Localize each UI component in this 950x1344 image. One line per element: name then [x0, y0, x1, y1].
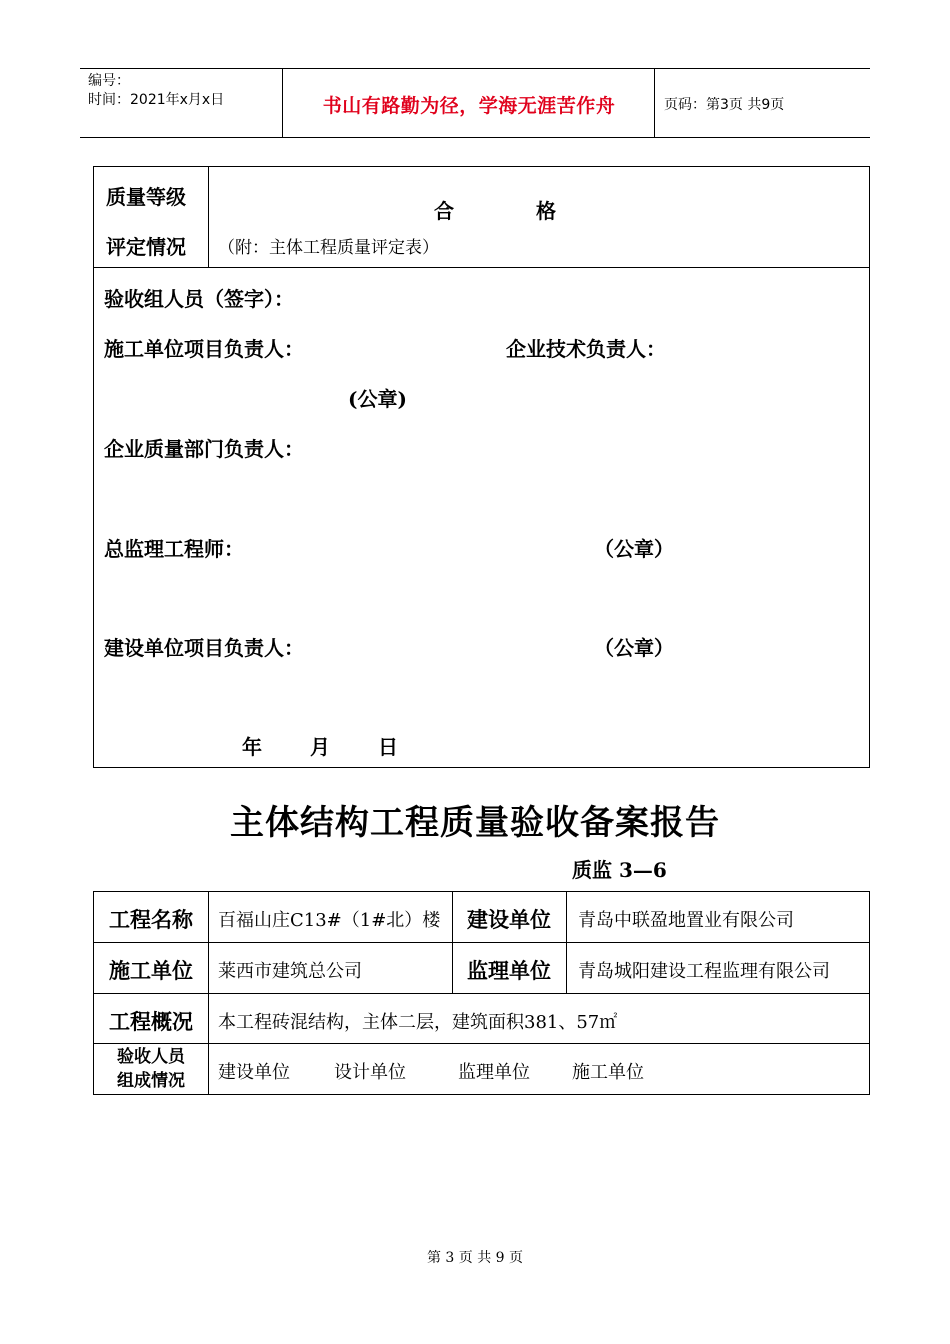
table-divider	[566, 892, 567, 993]
member-unit: 施工单位	[572, 1062, 644, 1083]
member-unit: 建设单位	[218, 1062, 290, 1083]
members-signature-label: 验收组人员（签字）：	[104, 287, 294, 311]
contractor-value: 莱西市建筑总公司	[218, 961, 362, 982]
date-year-label: 年	[242, 735, 262, 759]
document-number: 编号：	[88, 73, 130, 89]
builder-value: 青岛中联盈地置业有限公司	[578, 910, 794, 931]
quality-dept-lead-label: 企业质量部门负责人：	[104, 437, 304, 461]
assessment-table	[93, 166, 870, 768]
builder-lead-label: 建设单位项目负责人：	[104, 636, 304, 660]
members-label-line: 组成情况	[117, 1071, 185, 1091]
table-divider	[94, 942, 869, 943]
header-meta	[88, 72, 224, 110]
document-time: 时间：2021年x月x日	[88, 92, 225, 108]
page-footer: 第 3 页 共 9 页	[426, 1250, 524, 1266]
quality-grade-result	[434, 195, 558, 224]
members-composition-label	[94, 1045, 208, 1093]
overview-value: 本工程砖混结构，主体二层，建筑面积381、57㎡	[218, 1012, 618, 1033]
project-info-table	[93, 891, 870, 1095]
supervisor-value: 青岛城阳建设工程监理有限公司	[578, 961, 830, 982]
chief-supervisor-label: 总监理工程师：	[104, 537, 244, 561]
official-seal-label: （公章）	[594, 636, 674, 660]
header-divider	[654, 69, 655, 137]
project-name-label: 工程名称	[109, 908, 193, 932]
report-title: 主体结构工程质量验收备案报告	[230, 803, 720, 843]
quality-grade-label: 质量等级	[106, 185, 186, 209]
quality-grade-row	[94, 167, 869, 268]
members-label-line: 验收人员	[117, 1047, 185, 1067]
official-seal-label: (公章)	[348, 387, 407, 411]
official-seal-label: （公章）	[594, 537, 674, 561]
header-page-info: 页码：第3页 共9页	[664, 97, 785, 113]
table-divider	[94, 993, 869, 994]
member-unit: 设计单位	[334, 1062, 406, 1083]
overview-label: 工程概况	[109, 1010, 193, 1034]
table-divider	[208, 167, 209, 267]
assessment-note: （附：主体工程质量评定表）	[218, 238, 439, 258]
report-code: 质监 3—6	[572, 858, 667, 882]
grade-char: 合	[434, 199, 456, 223]
member-unit: 监理单位	[458, 1062, 530, 1083]
contractor-label: 施工单位	[109, 959, 193, 983]
page-header	[80, 68, 870, 138]
tech-lead-label: 企业技术负责人：	[506, 337, 666, 361]
date-day-label: 日	[378, 735, 398, 759]
table-divider	[208, 892, 209, 1094]
construction-lead-label: 施工单位项目负责人：	[104, 337, 304, 361]
builder-label: 建设单位	[467, 908, 551, 932]
supervisor-label: 监理单位	[467, 959, 551, 983]
project-name-value: 百福山庄C13#（1#北）楼	[218, 910, 441, 931]
header-motto: 书山有路勤为径，学海无涯苦作舟	[322, 95, 616, 117]
grade-char: 格	[536, 199, 558, 223]
table-divider	[94, 1043, 869, 1044]
date-month-label: 月	[310, 735, 330, 759]
assessment-label: 评定情况	[106, 235, 186, 259]
